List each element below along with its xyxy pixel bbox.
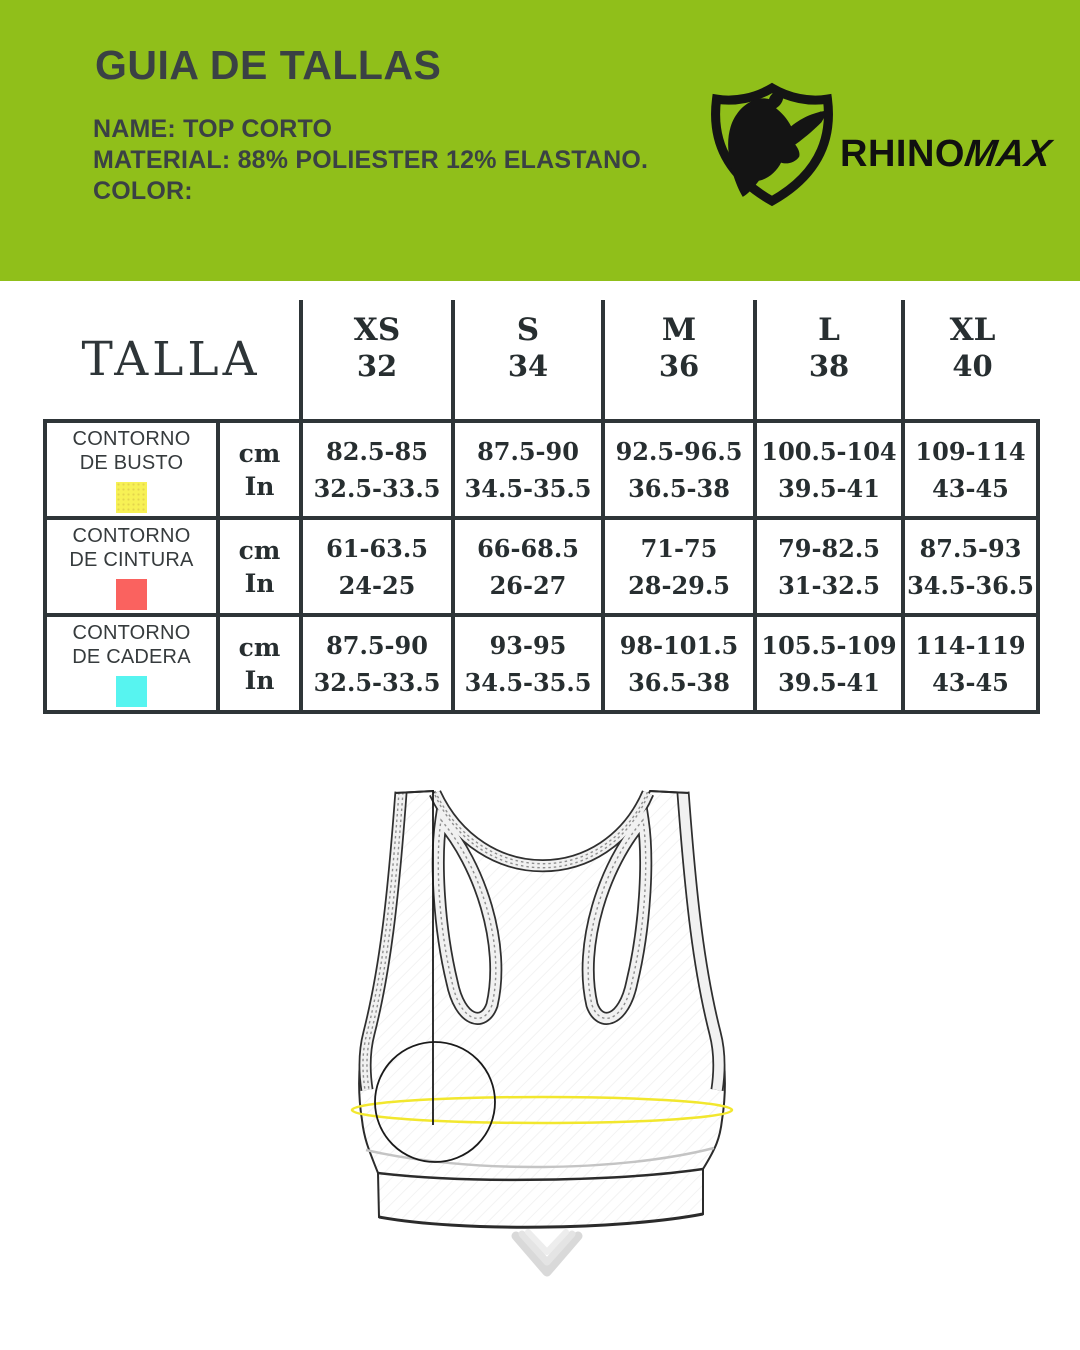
size-number: 34 — [507, 349, 549, 384]
column-header-m — [605, 300, 757, 423]
unit-in: In — [244, 471, 275, 501]
chevron-watermark — [516, 1232, 578, 1272]
value-cm: 109-114 — [915, 436, 1026, 466]
value-cm: 98-101.5 — [619, 630, 739, 660]
value-in: 36.5-38 — [628, 473, 730, 503]
garment-outline — [359, 791, 725, 1227]
row-label-line1: CONTORNO — [72, 427, 191, 450]
product-material-line: MATERIAL: 88% POLIESTER 12% ELASTANO. — [93, 146, 649, 174]
size-number: 40 — [952, 349, 993, 384]
value-in: 32.5-33.5 — [313, 667, 441, 697]
value-in: 26-27 — [489, 570, 567, 600]
cell-cadera-xs — [303, 617, 455, 714]
cell-cintura-xs — [303, 520, 455, 617]
sports-top-technical-drawing — [300, 760, 820, 1320]
value-cm: 92.5-96.5 — [615, 436, 743, 466]
unit-cell — [220, 617, 303, 714]
value-cm: 71-75 — [640, 533, 718, 563]
value-in: 39.5-41 — [778, 473, 880, 503]
size-number: 32 — [356, 349, 398, 384]
row-label-line2: DE CADERA — [72, 645, 191, 668]
row-label-cintura — [43, 520, 220, 617]
cell-cintura-m — [605, 520, 757, 617]
value-cm: 87.5-90 — [326, 630, 428, 660]
product-color-line: COLOR: — [93, 177, 193, 205]
busto-color-swatch — [116, 482, 147, 513]
size-number: 38 — [808, 349, 850, 384]
value-cm: 61-63.5 — [326, 533, 428, 563]
value-in: 34.5-35.5 — [464, 473, 592, 503]
value-in: 43-45 — [932, 667, 1009, 697]
size-label: L — [818, 312, 840, 348]
cell-busto-xs — [303, 423, 455, 520]
value-in: 28-29.5 — [628, 570, 730, 600]
hero-banner — [0, 0, 1080, 281]
row-label-busto — [43, 423, 220, 520]
size-label: XL — [949, 312, 996, 348]
rhino-shield-icon — [706, 82, 838, 208]
unit-cm: cm — [238, 632, 281, 662]
row-label-line1: CONTORNO — [72, 524, 191, 547]
size-label: XS — [353, 312, 401, 348]
value-in: 24-25 — [338, 570, 416, 600]
column-header-xs — [303, 300, 455, 423]
cell-busto-l — [757, 423, 905, 520]
row-label-cadera — [43, 617, 220, 714]
value-in: 39.5-41 — [778, 667, 880, 697]
value-in: 34.5-35.5 — [464, 667, 592, 697]
cell-cintura-l — [757, 520, 905, 617]
value-cm: 82.5-85 — [326, 436, 428, 466]
value-cm: 87.5-90 — [477, 436, 579, 466]
row-label-line1: CONTORNO — [72, 621, 191, 644]
unit-cm: cm — [238, 438, 281, 468]
brand-logo — [706, 82, 1054, 208]
value-cm: 114-119 — [915, 630, 1026, 660]
cell-cadera-l — [757, 617, 905, 714]
value-cm: 79-82.5 — [778, 533, 880, 563]
value-in: 36.5-38 — [628, 667, 730, 697]
cadera-color-swatch — [116, 676, 147, 707]
cell-busto-xl — [905, 423, 1040, 520]
value-cm: 87.5-93 — [919, 533, 1022, 563]
value-cm: 66-68.5 — [477, 533, 579, 563]
unit-in: In — [244, 665, 275, 695]
column-header-xl — [905, 300, 1040, 423]
value-cm: 93-95 — [489, 630, 567, 660]
value-cm: 100.5-104 — [761, 436, 897, 466]
unit-in: In — [244, 568, 275, 598]
product-meta — [93, 114, 648, 207]
value-in: 32.5-33.5 — [313, 473, 441, 503]
row-label-line2: DE CINTURA — [69, 548, 194, 571]
cell-cintura-xl — [905, 520, 1040, 617]
value-in: 43-45 — [932, 473, 1009, 503]
brand-name — [840, 132, 1054, 176]
cell-busto-m — [605, 423, 757, 520]
product-name-line: NAME: TOP CORTO — [93, 115, 333, 143]
cell-busto-s — [455, 423, 605, 520]
size-table — [43, 300, 1040, 714]
brand-name-rhino: RHINO — [840, 132, 965, 175]
size-label: S — [516, 312, 540, 348]
column-header-s — [455, 300, 605, 423]
cintura-color-swatch — [116, 579, 147, 610]
size-number: 36 — [658, 349, 700, 384]
value-cm: 105.5-109 — [761, 630, 897, 660]
row-label-line2: DE BUSTO — [79, 451, 184, 474]
value-in: 31-32.5 — [778, 570, 880, 600]
unit-cm: cm — [238, 535, 281, 565]
brand-name-max: MAX — [962, 132, 1054, 175]
cell-cadera-s — [455, 617, 605, 714]
table-corner-talla: TALLA — [43, 300, 303, 423]
size-label: M — [661, 312, 697, 348]
cell-cadera-xl — [905, 617, 1040, 714]
value-in: 34.5-36.5 — [907, 570, 1034, 600]
unit-cell — [220, 520, 303, 617]
page-title: GUIA DE TALLAS — [95, 42, 442, 88]
cell-cadera-m — [605, 617, 757, 714]
unit-cell — [220, 423, 303, 520]
cell-cintura-s — [455, 520, 605, 617]
column-header-l — [757, 300, 905, 423]
